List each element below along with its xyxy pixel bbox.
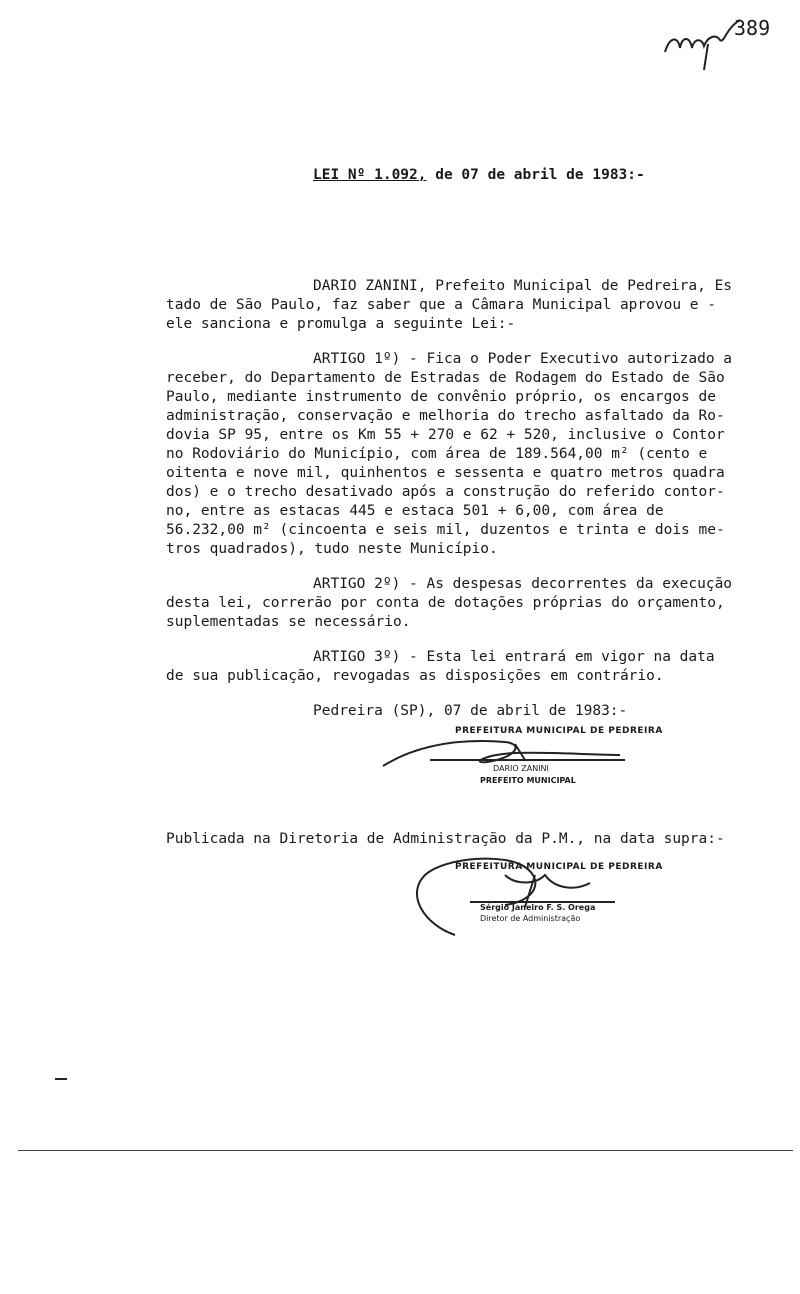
artigo2-line-1: ARTIGO 2º) - As despesas decorrentes da execução bbox=[313, 576, 733, 592]
mayor-signature-line bbox=[430, 759, 625, 761]
mayor-name: DARIO ZANINI bbox=[493, 764, 549, 773]
artigo1-line-1: ARTIGO 1º) - Fica o Poder Executivo autorizado a bbox=[313, 351, 733, 367]
artigo1-line-2: receber, do Departamento de Estradas de Rodagem do Estado de São bbox=[166, 370, 725, 386]
artigo3-line-1: ARTIGO 3º) - Esta lei entrará em vigor na data bbox=[313, 649, 715, 665]
artigo1-line-5: dovia SP 95, entre os Km 55 + 270 e 62 + 520, inclusive o Contor bbox=[166, 427, 725, 443]
artigo1-line-4: administração, conservação e melhoria do trecho asfaltado da Ro- bbox=[166, 408, 725, 424]
artigo1-line-3: Paulo, mediante instrumento de convênio próprio, os encargos de bbox=[166, 389, 716, 405]
director-stamp: PREFEITURA MUNICIPAL DE PEDREIRA bbox=[455, 862, 663, 872]
bottom-edge-line bbox=[18, 1150, 793, 1151]
preamble-line-3: ele sanciona e promulga a seguinte Lei:- bbox=[166, 316, 516, 332]
director-signature bbox=[385, 845, 615, 945]
artigo3-line-2: de sua publicação, revogadas as disposições em contrário. bbox=[166, 668, 664, 684]
artigo1-line-7: oitenta e nove mil, quinhentos e sessenta e quatro metros quadra bbox=[166, 465, 725, 481]
scan-mark bbox=[55, 1078, 67, 1080]
artigo1-line-6: no Rodoviário do Município, com área de 189.564,00 m² (cento e bbox=[166, 446, 708, 462]
artigo2-line-2: desta lei, correrão por conta de dotações próprias do orçamento, bbox=[166, 595, 725, 611]
preamble-line-2: tado de São Paulo, faz saber que a Câmara Municipal aprovou e - bbox=[166, 297, 716, 313]
director-role: Diretor de Administração bbox=[480, 914, 581, 923]
artigo1-line-10: 56.232,00 m² (cincoenta e seis mil, duzentos e trinta e dois me- bbox=[166, 522, 725, 538]
artigo1-line-8: dos) e o trecho desativado após a construção do referido contor- bbox=[166, 484, 725, 500]
place-date: Pedreira (SP), 07 de abril de 1983:- bbox=[313, 703, 628, 719]
mayor-role: PREFEITO MUNICIPAL bbox=[480, 776, 576, 785]
law-date: de 07 de abril de 1983:- bbox=[426, 167, 645, 183]
artigo1-line-9: no, entre as estacas 445 e estaca 501 + 6,00, com área de bbox=[166, 503, 664, 519]
artigo1-line-11: tros quadrados), tudo neste Município. bbox=[166, 541, 498, 557]
page-number: 389 bbox=[734, 16, 771, 40]
director-name: Sérgio Janeiro F. S. Orega bbox=[480, 903, 596, 912]
law-title bbox=[313, 166, 645, 184]
law-number: LEI Nº 1.092, bbox=[313, 167, 427, 183]
mayor-stamp: PREFEITURA MUNICIPAL DE PEDREIRA bbox=[455, 726, 663, 736]
publication-note: Publicada na Diretoria de Administração da P.M., na data supra:- bbox=[166, 831, 725, 847]
artigo2-line-3: suplementadas se necessário. bbox=[166, 614, 411, 630]
preamble-line-1: DARIO ZANINI, Prefeito Municipal de Pedreira, Es bbox=[313, 278, 733, 294]
